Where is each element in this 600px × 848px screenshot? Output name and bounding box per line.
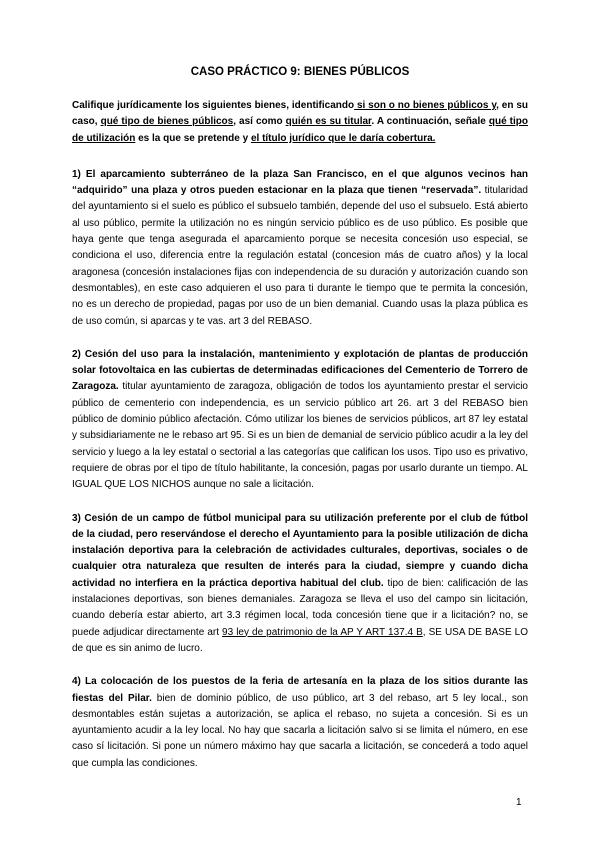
intro-paragraph (72, 98, 528, 147)
page-number: 1 (516, 797, 522, 808)
section-4-body: bien de dominio público, de uso público, art 3 del rebaso, art 5 ley local., son desmontables están sujetas a autorización, se aplica el rebaso, no sujeta a concesión. Si es un ayuntamiento acudir a la ley local. No hay que sacarla a licitación salvo si se limita el número, en ese caso sí licitación. Si pone un número máximo hay que sacarla a licitación, se concederá a todo aquel que cumpla las condiciones. (72, 692, 529, 769)
section-2-heading: 2) Cesión del uso para la instalación, mantenimiento y explotación de plantas de producción solar fotovoltaica en las cubiertas de determinadas edificaciones del Cementerio de Torrero de Zaragoza. (72, 348, 528, 393)
section-4-heading: 4) La colocación de los puestos de la feria de artesanía en la plaza de los sitios durante las fiestas del Pilar. (72, 676, 528, 704)
document-page (72, 66, 528, 789)
section-4 (72, 674, 528, 772)
section-3 (72, 511, 528, 658)
section-3-reference: 93 ley de patrimonio de la AP Y ART 137.4 B (222, 626, 423, 638)
section-2 (72, 347, 528, 494)
section-3-heading: 3) Cesión de un campo de fútbol municipal para su utilización preferente por el club de fútbol de la ciudad, pero reservándose el derecho el Ayuntamiento para la posible utilización de dicha instalación deportiva para la celebración de actividades culturales, deportivas, sociales o de cualquier otra naturaleza que resulten de interés para la ciudad, siempre y cuando dicha actividad no interfiera en la práctica deportiva habitual del club. (72, 512, 528, 589)
intro-text: Califique jurídicamente los siguientes bienes, identificando si son o no bienes públicos y, en su caso, qué tipo de bienes públicos, así como quién es su titular. A continuación, señale qué tipo de utilización es la que se pretende y el título jurídico que le daría cobertura. (72, 100, 528, 144)
section-1 (72, 167, 528, 330)
section-1-heading: 1) El aparcamiento subterráneo de la plaza San Francisco, en el que algunos vecinos han “adquirido” una plaza y otros pueden estacionar en la plaza que tienen “reservada”. (72, 168, 528, 197)
section-3-tail: , SE USA DE BASE LO de que es sin animo de lucro. (72, 626, 529, 654)
section-2-body: titular ayuntamiento de zaragoza, obligación de todos los ayuntamiento prestar el servicio público de cementerio con independencia, es un servicio público art 26. art 3 del REBASO bien público de dominio público afectación. Cómo utilizar los bienes de servicios públicos, art 87 ley estatal y subsidiariamente ne le rebaso art 95. Si es un bien de demanial de servicio público acudir a la ley del servicio y luego a la ley estatal o sectorial a las categorías que califican los usos. Tipo uso es privativo, requiere de obras por el tipo de título habilitante, la concesión, pagas por usarlo durante un tiempo. AL IGUAL QUE LOS NICHOS aunque no sale a licitación. (72, 381, 528, 491)
section-3-body: tipo de bien: calificación de las instalaciones deportivas, son bienes demaniales. Zaragoza se lleva el uso del campo sin licitación, cuando debería estar abierto, art 3.3 régimen local, toda concesión tiene que ir a licitación? no, se puede adjudicar directamente art (72, 577, 529, 638)
document-title: CASO PRÁCTICO 9: BIENES PÚBLICOS (190, 66, 410, 78)
section-1-body: titularidad del ayuntamiento si el suelo es público el subsuelo también, depende del uso el subsuelo. Está abierto al uso público, permite la utilización no es ningún servicio público es de uso público. Es posible que haya gente que tenga asegurada el aparcamiento porque se necesita concesión uso especial, se condiciona el uso, diferencia entre la regulación estatal (concesion más de cuatro años) y la local aragonesa (concesión instalaciones fijas con independencia de su duración y autorización cuando son desmontables), en este caso adquieren el uso para ti durante le tiempo que te permita la concesión, no es un derecho de propiedad, pagas por uso de un bien demanial. Cuando usas la plaza pública es de uso común, si aparcas y te vas. art 3 del REBASO. (72, 185, 528, 327)
